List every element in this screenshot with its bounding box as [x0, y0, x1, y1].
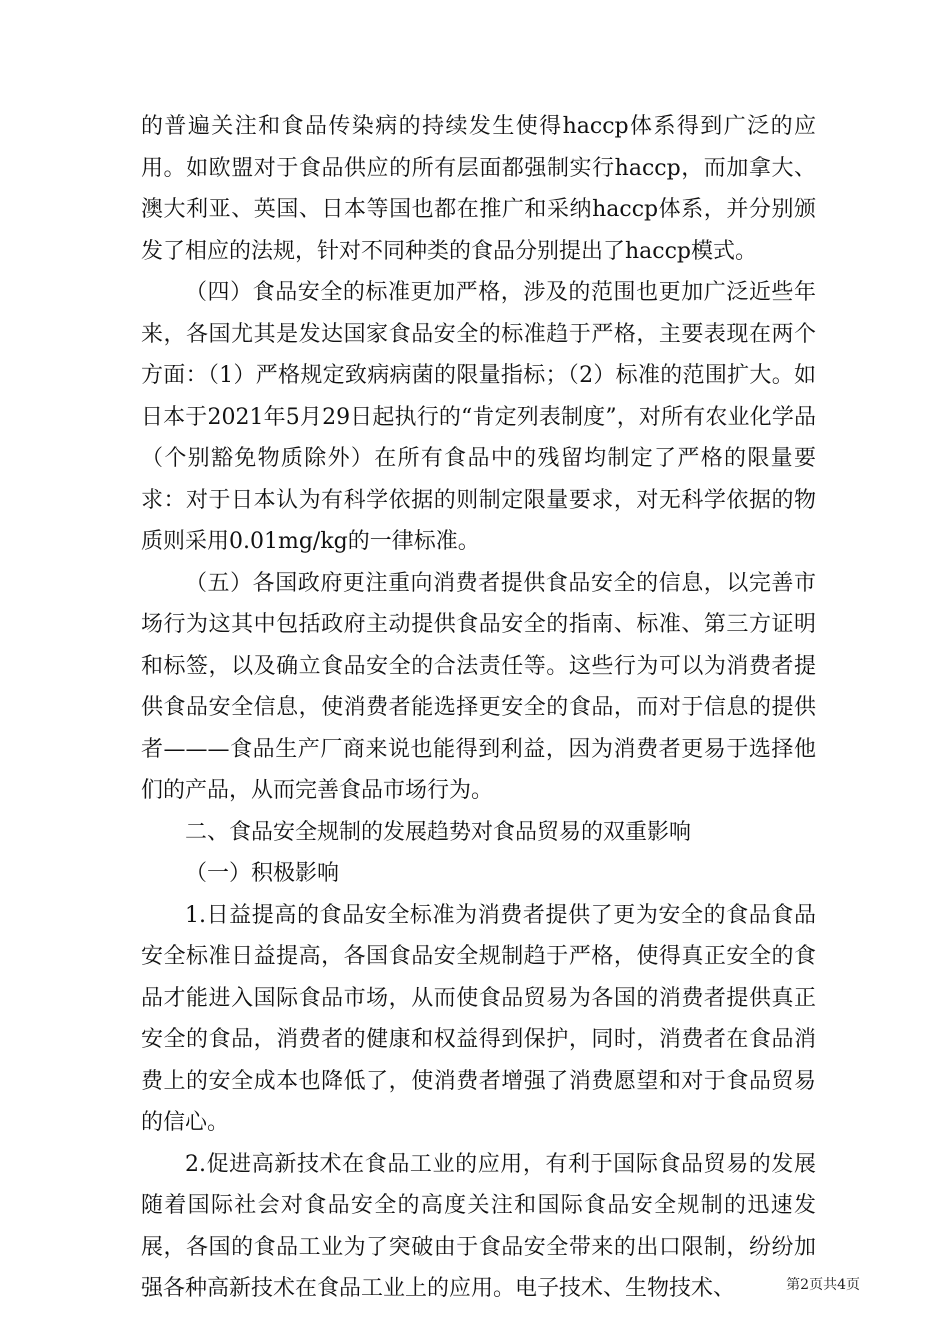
subsection-heading-positive-impact: （一）积极影响: [185, 861, 340, 886]
paragraph-stricter-standards: （四）食品安全的标准更加严格，涉及的范围也更加广泛近些年来，各国尤其是发达国家食品安全的标准趋于严格，主要表现在两个方面：（1）严格规定致病病菌的限量指标；（2）标准的范围扩大。如日本于2021年5月29日起执行的“肯定列表制度”，对所有农业化学品（个别豁免物质除外）在所有食品中的残留均制定了严格的限量要求：对于日本认为有科学依据的则制定限量要求，对无科学依据的物质则采用0.01mg/kg的一律标准。: [141, 280, 816, 554]
section-heading-dual-impact: 二、食品安全规制的发展趋势对食品贸易的双重影响: [185, 819, 692, 845]
page-number-footer: 第2页共4页: [786, 1277, 860, 1293]
document-body: [141, 106, 816, 1310]
paragraph-point-1: 1.日益提高的食品安全标准为消费者提供了更为安全的食品食品安全标准日益提高，各国食品安全规制趋于严格，使得真正安全的食品才能进入国际食品市场，从而使食品贸易为各国的消费者提供真正安全的食品，消费者的健康和权益得到保护，同时，消费者在食品消费上的安全成本也降低了，使消费者增强了消费愿望和对于食品贸易的信心。: [141, 902, 816, 1135]
paragraph-point-2: 2.促进高新技术在食品工业的应用，有利于国际食品贸易的发展随着国际社会对食品安全的高度关注和国际食品安全规制的迅速发展，各国的食品工业为了突破由于食品安全带来的出口限制，纷纷加强各种高新技术在食品工业上的应用。电子技术、生物技术、: [141, 1151, 816, 1301]
paragraph-haccp-adoption: 的普遍关注和食品传染病的持续发生使得haccp体系得到广泛的应用。如欧盟对于食品供应的所有层面都强制实行haccp，而加拿大、澳大利亚、英国、日本等国也都在推广和采纳haccp体系，并分别颁发了相应的法规，针对不同种类的食品分别提出了haccp模式。: [141, 114, 816, 264]
paragraph-consumer-information: （五）各国政府更注重向消费者提供食品安全的信息，以完善市场行为这其中包括政府主动提供食品安全的指南、标准、第三方证明和标签，以及确立食品安全的合法责任等。这些行为可以为消费者提供食品安全信息，使消费者能选择更安全的食品，而对于信息的提供者———食品生产厂商来说也能得到利益，因为消费者更易于选择他们的产品，从而完善食品市场行为。: [141, 570, 816, 803]
